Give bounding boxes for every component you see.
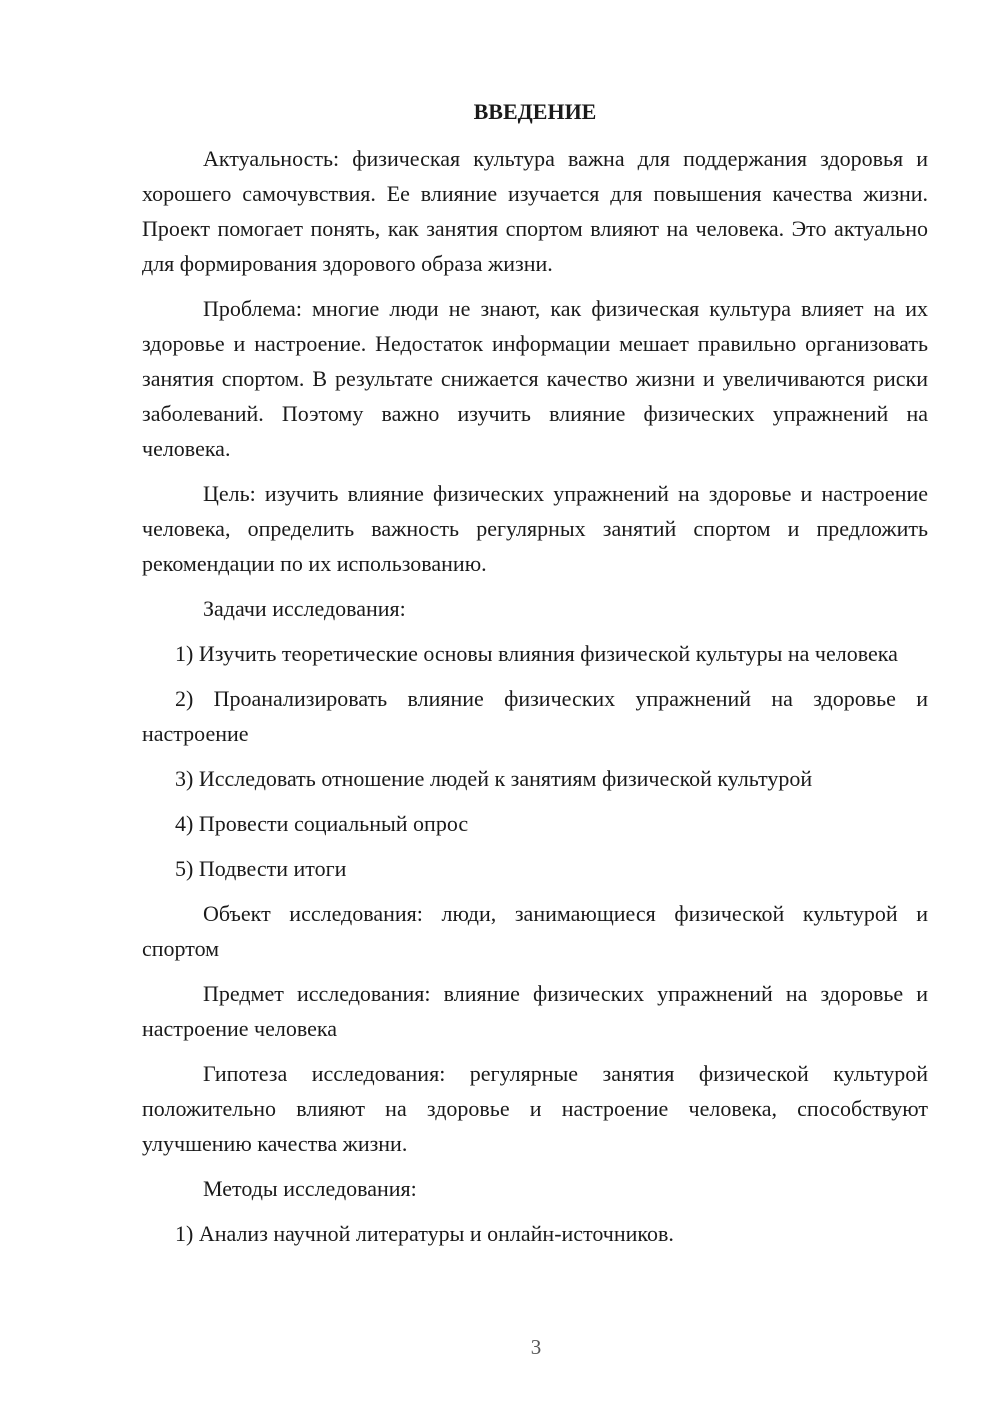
hypothesis-paragraph: Гипотеза исследования: регулярные занятия физической культурой положительно влияют на здоровье и настроение человека, способствуют улучшению качества жизни. xyxy=(142,1061,928,1156)
relevance-paragraph: Актуальность: физическая культура важна для поддержания здоровья и хорошего самочувствия. Ее влияние изучается для повышения качества жизни. Проект помогает понять, как занятия спортом влияют на человека. Это актуально для формирования здорового образа жизни. xyxy=(142,146,928,276)
page-number: 3 xyxy=(530,1335,542,1359)
task-item-3: 3) Исследовать отношение людей к занятиям физической культурой xyxy=(175,766,813,791)
method-item-1: 1) Анализ научной литературы и онлайн-источников. xyxy=(175,1221,674,1246)
object-paragraph: Объект исследования: люди, занимающиеся физической культурой и спортом xyxy=(142,901,928,961)
page-content xyxy=(142,94,928,1261)
section-title: ВВЕДЕНИЕ xyxy=(473,99,597,124)
subject-paragraph: Предмет исследования: влияние физических упражнений на здоровье и настроение человека xyxy=(142,981,928,1041)
methods-heading: Методы исследования: xyxy=(203,1176,417,1201)
goal-paragraph: Цель: изучить влияние физических упражнений на здоровье и настроение человека, определить важность регулярных занятий спортом и предложить рекомендации по их использованию. xyxy=(142,481,928,576)
task-item-2: 2) Проанализировать влияние физических упражнений на здоровье и настроение xyxy=(142,686,928,746)
task-item-5: 5) Подвести итоги xyxy=(175,856,347,881)
problem-paragraph: Проблема: многие люди не знают, как физическая культура влияет на их здоровье и настроение. Недостаток информации мешает правильно организовать занятия спортом. В результате снижается качество жизни и увеличиваются риски заболеваний. Поэтому важно изучить влияние физических упражнений на человека. xyxy=(142,296,928,461)
task-item-4: 4) Провести социальный опрос xyxy=(175,811,469,836)
tasks-heading: Задачи исследования: xyxy=(203,596,406,621)
task-item-1: 1) Изучить теоретические основы влияния физической культуры на человека xyxy=(175,641,898,666)
